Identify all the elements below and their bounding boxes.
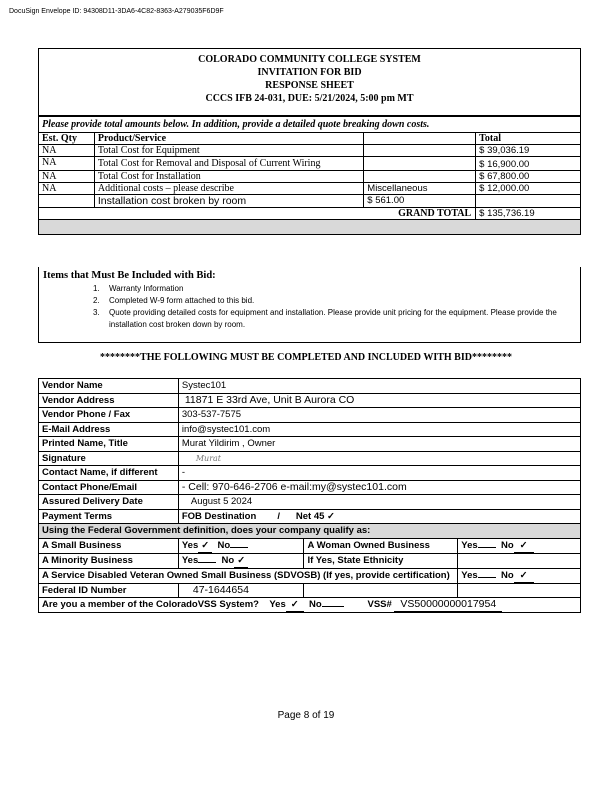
qty-cell: NA bbox=[39, 183, 95, 195]
contact-phone-label: Contact Phone/Email bbox=[39, 480, 179, 495]
qty-cell: NA bbox=[39, 157, 95, 171]
table-row bbox=[39, 183, 581, 195]
total-cell[interactable]: $ 67,800.00 bbox=[476, 171, 581, 183]
vss-label: VSS# bbox=[367, 599, 392, 610]
required-items-list bbox=[93, 283, 573, 331]
minority-yes-no[interactable] bbox=[178, 553, 304, 568]
no-label: No bbox=[217, 539, 231, 551]
vss-question: Are you a member of the ColoradoVSS System? bbox=[42, 599, 259, 610]
printed-name-label: Printed Name, Title bbox=[39, 437, 179, 452]
federal-id-spacer bbox=[304, 583, 458, 598]
fob-text: FOB Destination bbox=[181, 510, 257, 522]
product-cell: Total Cost for Installation bbox=[94, 171, 363, 183]
total-cell[interactable] bbox=[476, 195, 581, 208]
federal-id-label: Federal ID Number bbox=[39, 583, 179, 598]
note-cell[interactable]: $ 561.00 bbox=[364, 195, 476, 208]
payment-terms-field[interactable] bbox=[178, 509, 580, 524]
small-business-label: A Small Business bbox=[39, 538, 179, 553]
check-mark-icon[interactable]: ✓ bbox=[198, 539, 212, 553]
federal-id-field[interactable]: 47-1644654 bbox=[178, 583, 304, 598]
yes-label: Yes bbox=[461, 569, 478, 581]
header-line-3: RESPONSE SHEET bbox=[265, 80, 354, 91]
check-mark-icon[interactable]: ✓ bbox=[514, 539, 534, 553]
yes-label: Yes bbox=[181, 554, 199, 566]
product-cell[interactable]: Installation cost broken by room bbox=[94, 195, 363, 208]
vendor-address-label: Vendor Address bbox=[39, 393, 179, 408]
list-item-number: 3. bbox=[93, 308, 100, 317]
woman-owned-label: A Woman Owned Business bbox=[304, 538, 458, 553]
yes-blank[interactable] bbox=[198, 562, 216, 563]
vendor-phone-field[interactable]: 303-537-7575 bbox=[178, 408, 580, 423]
check-mark-icon[interactable]: ✓ bbox=[286, 598, 304, 612]
signature-scribble: Murat bbox=[195, 453, 222, 463]
col-product-header: Product/Service bbox=[94, 133, 363, 145]
qty-cell bbox=[39, 195, 95, 208]
table-row bbox=[39, 195, 581, 208]
list-item-text: Completed W-9 form attached to this bid. bbox=[109, 296, 255, 305]
col-qty-header: Est. Qty bbox=[39, 133, 95, 145]
contact-name-field[interactable]: - bbox=[178, 466, 580, 481]
sdvosb-yes-no[interactable] bbox=[458, 568, 581, 583]
check-mark-icon[interactable]: ✓ bbox=[514, 569, 534, 583]
yes-blank[interactable] bbox=[478, 547, 496, 548]
email-field[interactable]: info@systec101.com bbox=[178, 422, 580, 437]
grand-total-label: GRAND TOTAL bbox=[39, 208, 476, 220]
qty-cell: NA bbox=[39, 145, 95, 157]
vendor-address-field[interactable]: 11871 E 33rd Ave, Unit B Aurora CO bbox=[178, 393, 580, 408]
yes-label: Yes bbox=[461, 539, 478, 551]
federal-id-spacer bbox=[458, 583, 581, 598]
yes-blank[interactable] bbox=[478, 577, 496, 578]
check-mark-icon[interactable]: ✓ bbox=[234, 554, 248, 568]
list-item-number: 1. bbox=[93, 284, 100, 293]
note-cell[interactable]: Miscellaneous bbox=[364, 183, 476, 195]
header-line-1: COLORADO COMMUNITY COLLEGE SYSTEM bbox=[198, 54, 421, 65]
no-blank[interactable] bbox=[322, 606, 344, 607]
vss-number-field[interactable]: VS50000000017954 bbox=[394, 598, 502, 612]
table-row bbox=[39, 157, 581, 171]
list-item bbox=[93, 283, 573, 295]
check-mark-icon: ✓ bbox=[327, 510, 336, 522]
small-business-yes-no[interactable] bbox=[178, 538, 304, 553]
list-item-text: Quote providing detailed costs for equipment and installation. Please provide unit pricing for the equipment. Please provide the installation cost broken down by room. bbox=[109, 308, 557, 329]
delivery-date-field[interactable]: August 5 2024 bbox=[178, 495, 580, 510]
product-cell: Additional costs – please describe bbox=[94, 183, 363, 195]
gray-divider bbox=[39, 220, 581, 235]
yes-label: Yes bbox=[181, 539, 199, 551]
envelope-id: DocuSign Envelope ID: 94308D11-3DA6-4C82-8363-A279035F6D9F bbox=[9, 8, 224, 15]
items-title: Items that Must Be Included with Bid: bbox=[43, 270, 216, 281]
qty-cell: NA bbox=[39, 171, 95, 183]
note-cell[interactable] bbox=[364, 157, 476, 171]
table-row bbox=[39, 171, 581, 183]
federal-question: Using the Federal Government definition, does your company qualify as: bbox=[39, 524, 581, 539]
col-note-header bbox=[364, 133, 476, 145]
vendor-name-field[interactable]: Systec101 bbox=[178, 379, 580, 394]
woman-owned-yes-no[interactable] bbox=[458, 538, 581, 553]
printed-name-field[interactable]: Murat Yildirim , Owner bbox=[178, 437, 580, 452]
cost-instruction: Please provide total amounts below. In addition, provide a detailed quote breaking down costs. bbox=[39, 117, 581, 133]
net-text: Net 45 bbox=[295, 510, 325, 522]
no-label: No bbox=[500, 539, 514, 551]
payment-terms-label: Payment Terms bbox=[39, 509, 179, 524]
signature-field[interactable] bbox=[178, 451, 580, 466]
total-cell[interactable]: $ 39,036.19 bbox=[476, 145, 581, 157]
document-header bbox=[38, 48, 581, 116]
page-number: Page 8 of 19 bbox=[277, 710, 335, 721]
list-item-number: 2. bbox=[93, 296, 100, 305]
total-cell[interactable]: $ 16,900.00 bbox=[476, 157, 581, 171]
total-cell[interactable]: $ 12,000.00 bbox=[476, 183, 581, 195]
sdvosb-label: A Service Disabled Veteran Owned Small Business (SDVOSB) (If yes, provide certification) bbox=[39, 568, 458, 583]
slash-text: / bbox=[277, 510, 281, 522]
email-label: E-Mail Address bbox=[39, 422, 179, 437]
vendor-name-label: Vendor Name bbox=[39, 379, 179, 394]
grand-total-value[interactable]: $ 135,736.19 bbox=[476, 208, 581, 220]
no-label: No bbox=[309, 599, 322, 610]
col-total-header: Total bbox=[476, 133, 581, 145]
cost-table bbox=[38, 116, 581, 235]
list-item bbox=[93, 295, 573, 307]
note-cell[interactable] bbox=[364, 145, 476, 157]
list-item-text: Warranty Information bbox=[109, 284, 184, 293]
product-cell: Total Cost for Equipment bbox=[94, 145, 363, 157]
completion-banner: ********THE FOLLOWING MUST BE COMPLETED AND INCLUDED WITH BID******** bbox=[100, 352, 512, 363]
contact-phone-field[interactable]: - Cell: 970-646-2706 e-mail:my@systec101.com bbox=[178, 480, 580, 495]
header-line-2: INVITATION FOR BID bbox=[257, 67, 362, 78]
minority-business-label: A Minority Business bbox=[39, 553, 179, 568]
vendor-table bbox=[38, 378, 581, 613]
required-items-section bbox=[38, 267, 581, 343]
delivery-date-label: Assured Delivery Date bbox=[39, 495, 179, 510]
vendor-phone-label: Vendor Phone / Fax bbox=[39, 408, 179, 423]
ethnicity-field[interactable] bbox=[458, 553, 581, 568]
no-label: No bbox=[500, 569, 514, 581]
contact-name-label: Contact Name, if different bbox=[39, 466, 179, 481]
note-cell[interactable] bbox=[364, 171, 476, 183]
yes-label: Yes bbox=[269, 599, 286, 610]
no-label: No bbox=[221, 554, 235, 566]
table-row bbox=[39, 145, 581, 157]
header-line-4: CCCS IFB 24-031, DUE: 5/21/2024, 5:00 pm MT bbox=[205, 93, 414, 104]
list-item bbox=[93, 307, 573, 331]
no-blank[interactable] bbox=[230, 547, 248, 548]
product-cell: Total Cost for Removal and Disposal of Current Wiring bbox=[94, 157, 363, 171]
ethnicity-label: If Yes, State Ethnicity bbox=[304, 553, 458, 568]
vss-row bbox=[39, 598, 581, 613]
signature-label: Signature bbox=[39, 451, 179, 466]
